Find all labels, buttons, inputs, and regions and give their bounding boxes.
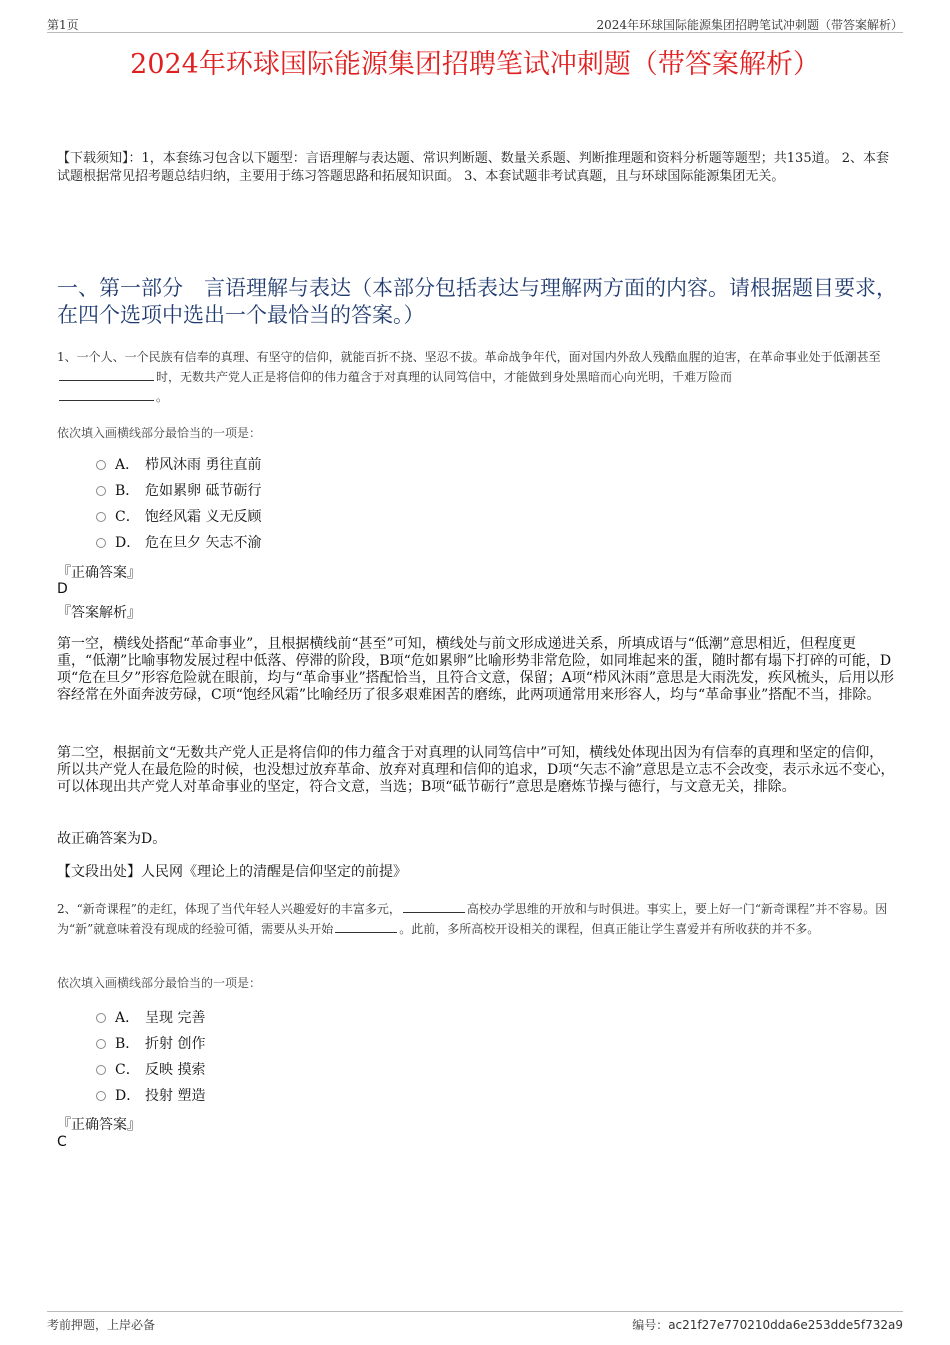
analysis-conclusion: 故正确答案为D。	[57, 831, 167, 847]
blank-1	[403, 901, 465, 913]
text-source: 【文段出处】人民网《理论上的清醒是信仰坚定的前提》	[57, 864, 407, 880]
option-d[interactable]: D． 投射 塑造	[96, 1083, 205, 1109]
option-c[interactable]: C． 反映 摸索	[96, 1057, 205, 1083]
answer-label: 『正确答案』	[57, 565, 141, 581]
section-title: 一、第一部分 言语理解与表达（本部分包括表达与理解两方面的内容。请根据题目要求，在四个选项中选出一个最恰当的答案。）	[57, 276, 897, 327]
footer-code: 编号：ac21f27e770210dda6e253dde5f732a9	[632, 1318, 903, 1332]
option-b[interactable]: B． 危如累卵 砥节砺行	[96, 478, 261, 504]
option-a[interactable]: A． 呈现 完善	[96, 1005, 205, 1031]
radio-icon[interactable]	[96, 1065, 106, 1075]
radio-icon[interactable]	[96, 460, 106, 470]
page-footer	[47, 1311, 903, 1332]
download-notice: 【下载须知】：1，本套练习包含以下题型：言语理解与表达题、常识判断题、数量关系题、判断推理题和资料分析题等题型；共135道。 2、本套试题根据常见招考题总结归纳，主要用于练习答题思路和拓展知识面。 3、本套试题非考试真题，且与环球国际能源集团无关。	[57, 151, 889, 184]
question-1-options	[96, 452, 261, 556]
blank-2	[335, 921, 397, 933]
answer-value: D	[57, 581, 68, 597]
analysis-paragraph-1: 第一空，横线处搭配“革命事业”，且根据横线前“甚至”可知，横线处与前文形成递进关系，所填成语与“低潮”意思相近，但程度更重，“低潮”比喻事物发展过程中低落、停滞的阶段，B项“危如累卵”比喻形势非常危险，如同堆起来的蛋，随时都有塌下打碎的可能，D项“危在旦夕”形容危险就在眼前，均与“革命事业”搭配恰当，且符合文意，保留；A项“栉风沐雨”意思是大雨洗发，疾风梳头，后用以形容经常在外面奔波劳碌，C项“饱经风霜”比喻经历了很多艰难困苦的磨练，此两项通常用来形容人，均与“革命事业”搭配不当，排除。	[57, 636, 895, 703]
option-c[interactable]: C． 饱经风霜 义无反顾	[96, 504, 261, 530]
blank-2	[59, 389, 154, 401]
radio-icon[interactable]	[96, 1013, 106, 1023]
radio-icon[interactable]	[96, 512, 106, 522]
question-1-text: 1、一个人、一个民族有信奉的真理、有坚守的信仰，就能百折不挠、坚忍不拔。革命战争年代，面对国内外敌人残酷血腥的迫害，在革命事业处于低潮甚至时，无数共产党人正是将信仰的伟力蕴含于对真理的认同笃信中，才能做到身处黑暗而心向光明，千难万险而 。	[57, 350, 881, 404]
page-header	[47, 12, 903, 33]
analysis-paragraph-2: 第二空，根据前文“无数共产党人正是将信仰的伟力蕴含于对真理的认同笃信中”可知，横线处体现出因为有信奉的真理和坚定的信仰，所以共产党人在最危险的时候，也没想过放弃革命、放弃对真理和信仰的追求，D项“矢志不渝”意思是立志不会改变，表示永远不变心，可以体现出共产党人对革命事业的坚定，符合文意，当选；B项“砥节砺行”意思是磨炼节操与德行，与文意无关，排除。	[57, 745, 895, 795]
footer-slogan: 考前押题，上岸必备	[47, 1318, 156, 1332]
header-doc-title: 2024年环球国际能源集团招聘笔试冲刺题（带答案解析）	[596, 18, 903, 32]
answer-value: C	[57, 1134, 67, 1150]
question-2-prompt: 依次填入画横线部分最恰当的一项是：	[57, 976, 262, 990]
answer-label: 『正确答案』	[57, 1117, 141, 1133]
option-d[interactable]: D． 危在旦夕 矢志不渝	[96, 530, 261, 556]
blank-1	[59, 369, 154, 381]
page-number: 第1页	[47, 18, 79, 32]
analysis-label: 『答案解析』	[57, 605, 141, 621]
page-title: 2024年环球国际能源集团招聘笔试冲刺题（带答案解析）	[130, 49, 820, 80]
option-b[interactable]: B． 折射 创作	[96, 1031, 205, 1057]
radio-icon[interactable]	[96, 486, 106, 496]
option-a[interactable]: A． 栉风沐雨 勇往直前	[96, 452, 261, 478]
radio-icon[interactable]	[96, 538, 106, 548]
question-2-options	[96, 1005, 205, 1109]
radio-icon[interactable]	[96, 1091, 106, 1101]
question-1-prompt: 依次填入画横线部分最恰当的一项是：	[57, 426, 262, 440]
radio-icon[interactable]	[96, 1039, 106, 1049]
question-2-text: 2、“新奇课程”的走红，体现了当代年轻人兴趣爱好的丰富多元， 高校办学思维的开放和与时俱进。事实上，要上好一门“新奇课程”并不容易。因为“新”就意味着没有现成的经验可循，需要从头开始 。此前，多所高校开设相关的课程，但真正能让学生喜爱并有所收获的并不多。	[57, 902, 888, 936]
